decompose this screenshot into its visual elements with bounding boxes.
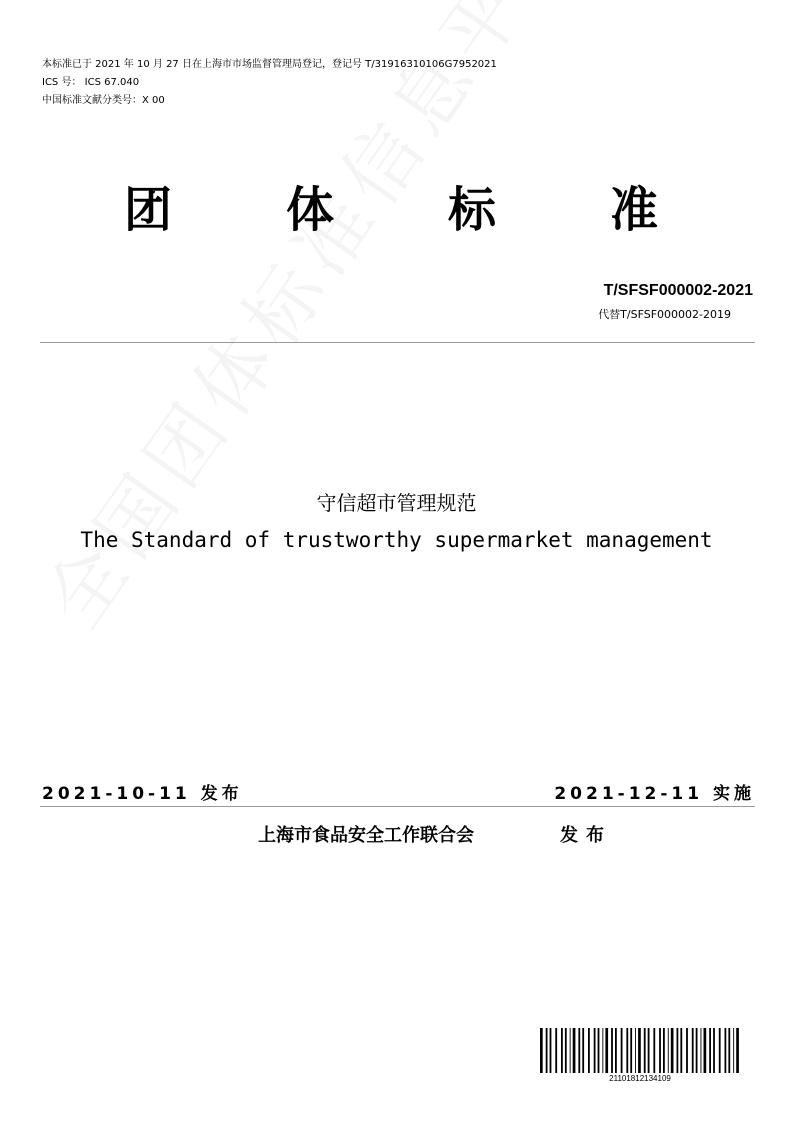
- replaces-standard: 代替T/SFSF000002-2019: [598, 308, 731, 321]
- implement-date-row: [554, 779, 755, 804]
- title-char-3: 标: [448, 182, 497, 238]
- document-title-en: The Standard of trustworthy supermarket management: [80, 528, 713, 552]
- barcode-number: 21101812134109: [609, 1074, 671, 1083]
- barcode: [540, 1028, 740, 1073]
- publish-date: 2021-10-11: [42, 784, 191, 804]
- title-char-4: 准: [610, 182, 659, 238]
- registration-line: 本标准已于 2021 年 10 月 27 日在上海市市场监督管理局登记，登记号 T/31916310106G7952021: [42, 59, 497, 70]
- publisher-name: 上海市食品安全工作联合会: [258, 825, 474, 846]
- implement-date: 2021-12-11: [554, 784, 704, 804]
- implement-label: 实施: [713, 784, 755, 804]
- publisher-action: 发布: [560, 825, 612, 846]
- footer-rule: [40, 806, 755, 807]
- title-char-2: 体: [286, 182, 335, 238]
- ics-line: ICS 号： ICS 67.040: [42, 77, 140, 88]
- title-char-1: 团: [124, 182, 173, 238]
- header-meta: [42, 56, 497, 110]
- publish-label: 发布: [200, 784, 243, 804]
- standard-number: T/SFSF000002-2021: [603, 282, 753, 299]
- document-title-cn: 守信超市管理规范: [316, 491, 477, 515]
- publish-date-row: [42, 779, 243, 804]
- classification-line: 中国标准文献分类号：X 00: [42, 95, 165, 106]
- header-rule: [40, 342, 755, 343]
